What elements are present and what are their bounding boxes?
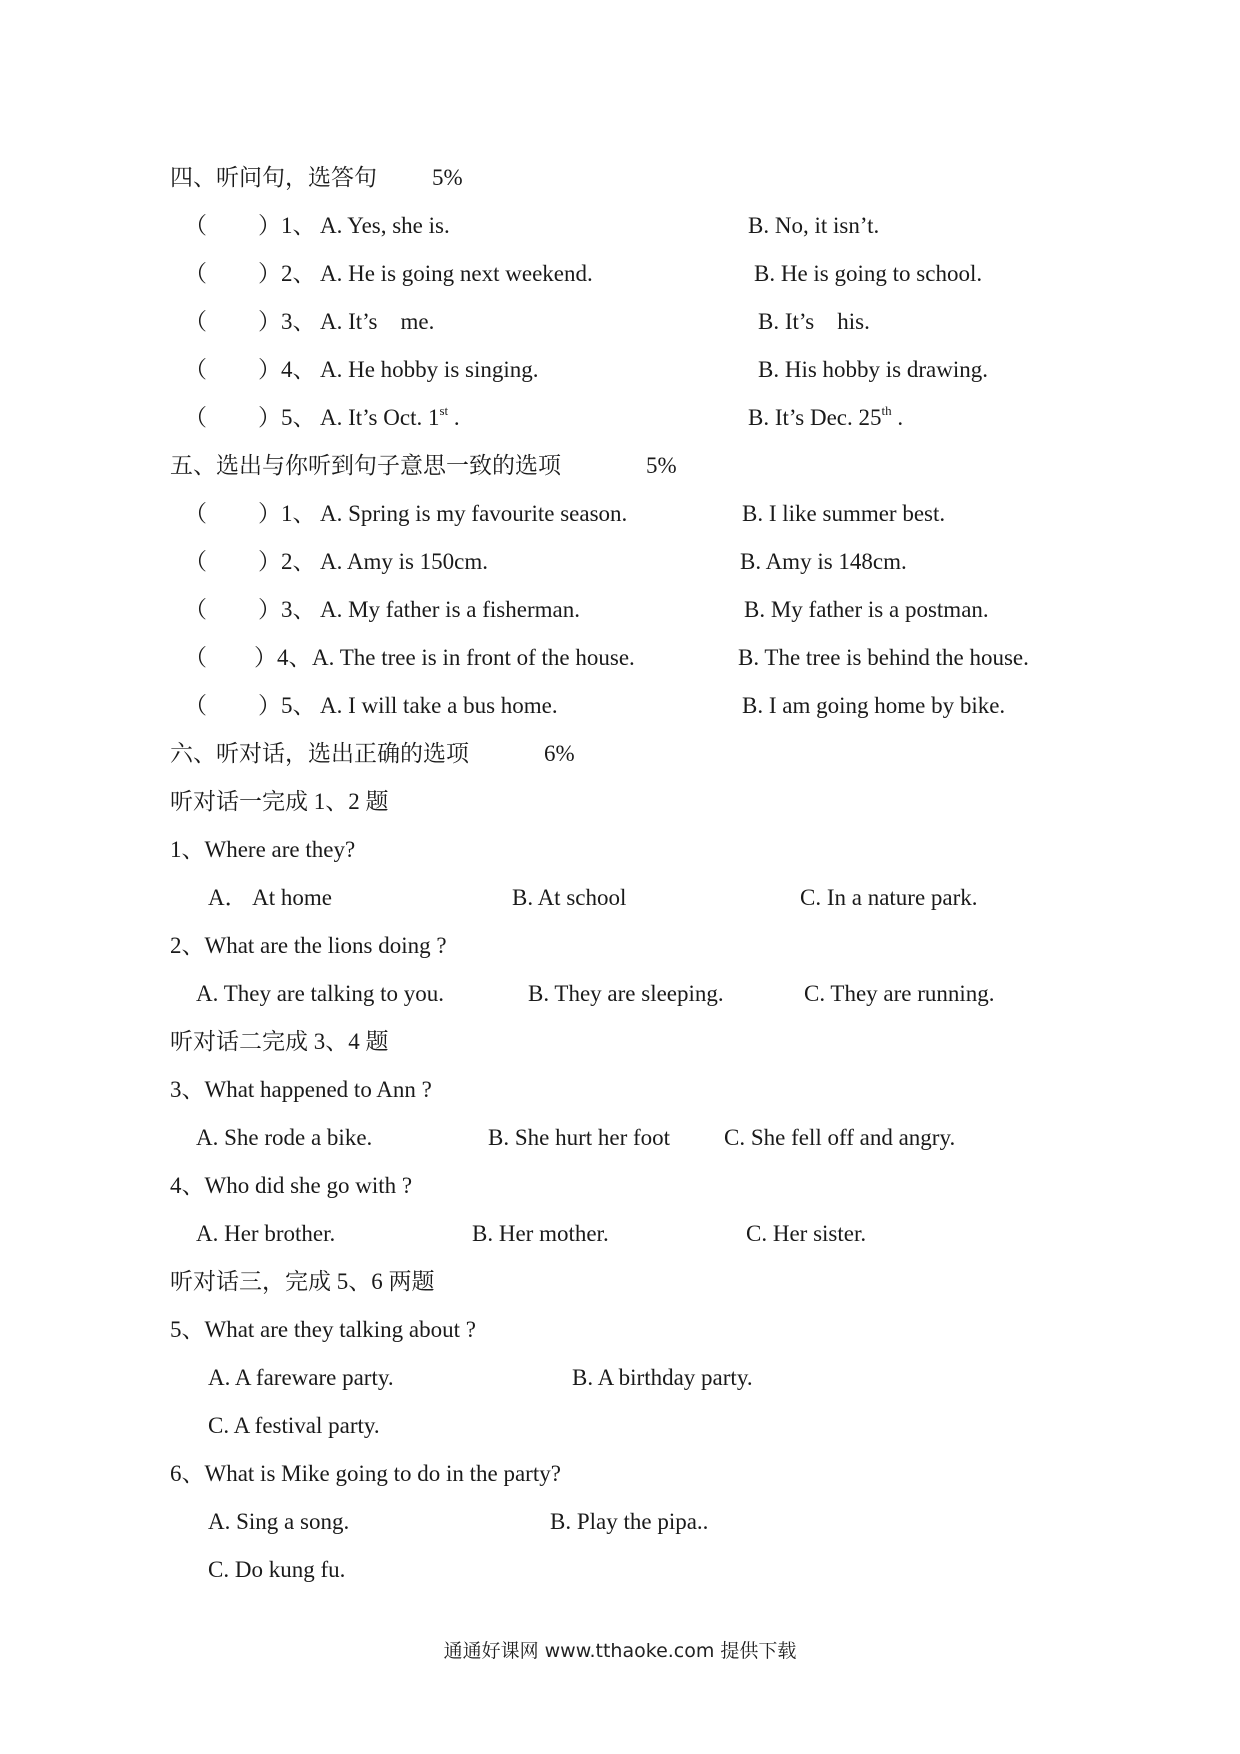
s6-question-6 bbox=[0, 1452, 1240, 1496]
s5-question-5 bbox=[0, 684, 1240, 728]
option-a-text: A. It’s Oct. 1 bbox=[320, 405, 440, 430]
dialogue-1-instruction bbox=[0, 780, 1240, 824]
section-6-score: 6% bbox=[544, 741, 575, 766]
question-number: ）3、 bbox=[258, 309, 316, 334]
option-a: A. My father is a fisherman. bbox=[320, 597, 580, 622]
section-4-score: 5% bbox=[432, 165, 463, 190]
question-number: ）2、 bbox=[258, 261, 316, 286]
dialogue-3-instruction bbox=[0, 1260, 1240, 1304]
s6-question-1-options bbox=[0, 876, 1240, 920]
question-number: ）1、 bbox=[258, 213, 316, 238]
question-text: 2、What are the lions doing ? bbox=[170, 933, 447, 958]
s6-question-2 bbox=[0, 924, 1240, 968]
answer-paren-open[interactable]: （ bbox=[184, 213, 207, 238]
option-c: C. Her sister. bbox=[746, 1221, 867, 1246]
s6-question-2-options bbox=[0, 972, 1240, 1016]
option-b bbox=[748, 396, 903, 440]
answer-paren-open[interactable]: （ bbox=[184, 501, 207, 526]
option-a: A. He is going next weekend. bbox=[320, 261, 593, 286]
answer-paren-open[interactable]: （ bbox=[184, 309, 207, 334]
answer-paren-open[interactable]: （ bbox=[184, 357, 207, 382]
option-b: B. A birthday party. bbox=[572, 1365, 753, 1390]
section-6-title: 六、听对话，选出正确的选项 bbox=[170, 741, 469, 766]
option-c: C. They are running. bbox=[804, 981, 995, 1006]
question-text: 6、What is Mike going to do in the party? bbox=[170, 1461, 561, 1486]
s5-question-3 bbox=[0, 588, 1240, 632]
answer-paren-open[interactable]: （ bbox=[184, 261, 207, 286]
answer-paren-open[interactable]: （ bbox=[184, 549, 207, 574]
option-b: B. It’s his. bbox=[758, 309, 870, 334]
option-b: B. His hobby is drawing. bbox=[758, 357, 988, 382]
s4-question-5 bbox=[0, 396, 1240, 440]
option-b: B. Play the pipa.. bbox=[550, 1509, 709, 1534]
option-a: A. Her brother. bbox=[196, 1221, 336, 1246]
ordinal-suffix: st bbox=[439, 403, 449, 419]
s6-question-5 bbox=[0, 1308, 1240, 1352]
question-text: 4、Who did she go with ? bbox=[170, 1173, 413, 1198]
ordinal-suffix: th bbox=[881, 403, 892, 419]
s5-question-1 bbox=[0, 492, 1240, 536]
question-text: 1、Where are they? bbox=[170, 837, 356, 862]
question-text: 3、What happened to Ann ? bbox=[170, 1077, 432, 1102]
option-b: B. I am going home by bike. bbox=[742, 693, 1006, 718]
section-6-heading bbox=[0, 732, 1240, 776]
option-b: B. She hurt her foot bbox=[488, 1125, 671, 1150]
option-c: C. She fell off and angry. bbox=[724, 1125, 956, 1150]
option-a: A. The tree is in front of the house. bbox=[312, 645, 635, 670]
dialogue-2-instruction bbox=[0, 1020, 1240, 1064]
option-a bbox=[320, 396, 460, 440]
option-b: B. The tree is behind the house. bbox=[738, 645, 1029, 670]
s4-question-4 bbox=[0, 348, 1240, 392]
s6-question-4-options bbox=[0, 1212, 1240, 1256]
section-4-heading bbox=[0, 156, 1240, 200]
option-a: A. She rode a bike. bbox=[196, 1125, 373, 1150]
option-a: A. He hobby is singing. bbox=[320, 357, 539, 382]
option-a: A. Yes, she is. bbox=[320, 213, 450, 238]
s6-question-5-options-row1 bbox=[0, 1356, 1240, 1400]
option-b: B. At school bbox=[512, 885, 627, 910]
option-a-tail: . bbox=[448, 405, 460, 430]
option-b: B. No, it isn’t. bbox=[748, 213, 880, 238]
option-b: B. My father is a postman. bbox=[744, 597, 989, 622]
answer-paren-open[interactable]: （ bbox=[184, 405, 207, 430]
option-a: A. I will take a bus home. bbox=[320, 693, 558, 718]
section-4-title: 四、听问句，选答句 bbox=[170, 165, 377, 190]
question-number: ）5、 bbox=[258, 693, 316, 718]
s5-question-4 bbox=[0, 636, 1240, 680]
question-text: 5、What are they talking about ? bbox=[170, 1317, 476, 1342]
s6-question-4 bbox=[0, 1164, 1240, 1208]
option-a: A. Sing a song. bbox=[208, 1509, 350, 1534]
option-b-text: B. It’s Dec. 25 bbox=[748, 405, 882, 430]
s4-question-2 bbox=[0, 252, 1240, 296]
section-5-title: 五、选出与你听到句子意思一致的选项 bbox=[170, 453, 561, 478]
option-b-tail: . bbox=[891, 405, 904, 430]
question-number: ）4、 bbox=[258, 357, 316, 382]
option-b: B. They are sleeping. bbox=[528, 981, 724, 1006]
answer-paren-open[interactable]: （ bbox=[184, 693, 207, 718]
s6-question-3-options bbox=[0, 1116, 1240, 1160]
s4-question-3 bbox=[0, 300, 1240, 344]
option-c: C. Do kung fu. bbox=[208, 1557, 346, 1582]
answer-paren-open[interactable]: （ bbox=[184, 645, 207, 670]
s5-question-2 bbox=[0, 540, 1240, 584]
s6-question-1 bbox=[0, 828, 1240, 872]
option-a: A． At home bbox=[208, 885, 332, 910]
option-b: B. I like summer best. bbox=[742, 501, 946, 526]
s4-question-1 bbox=[0, 204, 1240, 248]
option-a: A. Amy is 150cm. bbox=[320, 549, 489, 574]
footer-watermark: 通通好课网 www.tthaoke.com 提供下载 bbox=[443, 1640, 797, 1662]
question-number: ）2、 bbox=[258, 549, 316, 574]
question-number: ）1、 bbox=[258, 501, 316, 526]
option-a: A. It’s me. bbox=[320, 309, 435, 334]
question-number: ）5、 bbox=[258, 405, 316, 430]
instruction-text: 听对话三，完成 5、6 两题 bbox=[170, 1269, 435, 1294]
option-a: A. A fareware party. bbox=[208, 1365, 394, 1390]
s6-question-6-options-row1 bbox=[0, 1500, 1240, 1544]
option-c: C. In a nature park. bbox=[800, 885, 978, 910]
instruction-text: 听对话一完成 1、2 题 bbox=[170, 789, 389, 814]
option-b: B. He is going to school. bbox=[754, 261, 983, 286]
s6-question-3 bbox=[0, 1068, 1240, 1112]
s6-question-6-options-row2 bbox=[0, 1548, 1240, 1592]
option-b: B. Her mother. bbox=[472, 1221, 609, 1246]
option-a: A. Spring is my favourite season. bbox=[320, 501, 628, 526]
section-5-score: 5% bbox=[646, 453, 677, 478]
option-b: B. Amy is 148cm. bbox=[740, 549, 907, 574]
s6-question-5-options-row2 bbox=[0, 1404, 1240, 1448]
instruction-text: 听对话二完成 3、4 题 bbox=[170, 1029, 389, 1054]
answer-paren-open[interactable]: （ bbox=[184, 597, 207, 622]
section-5-heading bbox=[0, 444, 1240, 488]
question-number: ）3、 bbox=[258, 597, 316, 622]
option-c: C. A festival party. bbox=[208, 1413, 380, 1438]
option-a: A. They are talking to you. bbox=[196, 981, 445, 1006]
question-number: ）4、 bbox=[254, 645, 312, 670]
